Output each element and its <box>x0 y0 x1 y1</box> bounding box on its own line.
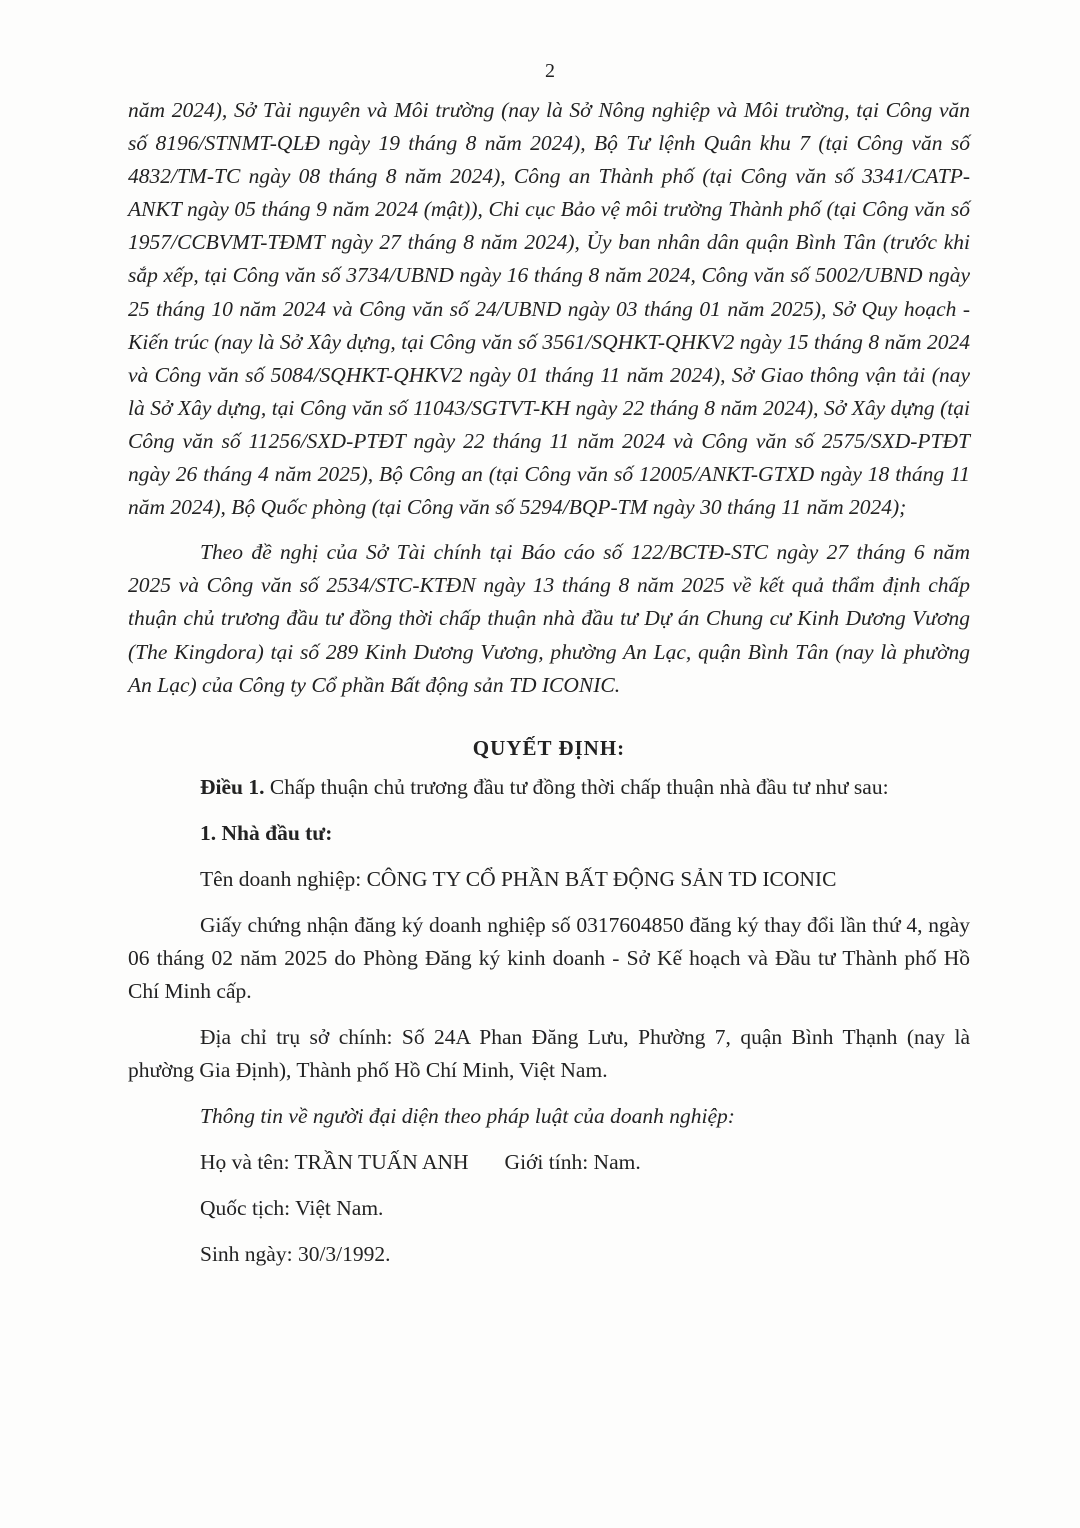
decision-heading: QUYẾT ĐỊNH: <box>472 735 626 760</box>
representative-nationality: Quốc tịch: Việt Nam. <box>200 1196 384 1221</box>
article-1-label: Điều 1. <box>200 774 265 799</box>
article-1-text: Chấp thuận chủ trương đầu tư đồng thời chấp thuận nhà đầu tư như sau: <box>264 774 889 799</box>
representative-date-of-birth: Sinh ngày: 30/3/1992. <box>200 1242 391 1267</box>
document-body <box>128 94 970 1271</box>
page-number: 2 <box>545 60 555 82</box>
head-office-address: Địa chỉ trụ sở chính: Số 24A Phan Đăng Lưu, Phường 7, quận Bình Thạnh (nay là phường Gia Định), Thành phố Hồ Chí Minh, Việt Nam. <box>128 1025 970 1083</box>
representative-name-row <box>128 1146 970 1179</box>
paragraph-agency-opinions: năm 2024), Sở Tài nguyên và Môi trường (nay là Sở Nông nghiệp và Môi trường, tại Công văn số 8196/STNMT-QLĐ ngày 19 tháng 8 năm 2024), Bộ Tư lệnh Quân khu 7 (tại Công văn số 4832/TM-TC ngày 08 tháng 8 năm 2024), Công an Thành phố (tại Công văn số 3341/CATP-ANKT ngày 05 tháng 9 năm 2024 (mật)), Chi cục Bảo vệ môi trường Thành phố (tại Công văn số 1957/CCBVMT-TĐMT ngày 27 tháng 8 năm 2024), Ủy ban nhân dân quận Bình Tân (trước khi sắp xếp, tại Công văn số 3734/UBND ngày 16 tháng 8 năm 2024, Công văn số 5002/UBND ngày 25 tháng 10 năm 2024 và Công văn số 24/UBND ngày 03 tháng 01 năm 2025), Sở Quy hoạch - Kiến trúc (nay là Sở Xây dựng, tại Công văn số 3561/SQHKT-QHKV2 ngày 15 tháng 8 năm 2024 và Công văn số 5084/SQHKT-QHKV2 ngày 01 tháng 11 năm 2024), Sở Giao thông vận tải (nay là Sở Xây dựng, tại Công văn số 11043/SGTVT-KH ngày 22 tháng 8 năm 2024), Sở Xây dựng (tại Công văn số 11256/SXD-PTĐT ngày 22 tháng 11 năm 2024 và Công văn số 2575/SXD-PTĐT ngày 26 tháng 4 năm 2025), Bộ Công an (tại Công văn số 12005/ANKT-GTXD ngày 18 tháng 11 năm 2024), Bộ Quốc phòng (tại Công văn số 5294/BQP-TM ngày 30 tháng 11 năm 2024); <box>128 98 970 520</box>
legal-representative-heading: Thông tin về người đại diện theo pháp luật của doanh nghiệp: <box>200 1104 735 1129</box>
registration-certificate: Giấy chứng nhận đăng ký doanh nghiệp số 0317604850 đăng ký thay đổi lần thứ 4, ngày 06 tháng 02 năm 2025 do Phòng Đăng ký kinh doanh - Sở Kế hoạch và Đầu tư Thành phố Hồ Chí Minh cấp. <box>128 912 970 1003</box>
company-name: Tên doanh nghiệp: CÔNG TY CỔ PHẦN BẤT ĐỘNG SẢN TD ICONIC <box>200 866 837 891</box>
section-investor-title: 1. Nhà đầu tư: <box>200 820 333 845</box>
representative-name: Họ và tên: TRẦN TUẤN ANH <box>200 1150 469 1175</box>
representative-gender: Giới tính: Nam. <box>504 1150 641 1175</box>
article-1 <box>128 771 970 804</box>
paragraph-proposal: Theo đề nghị của Sở Tài chính tại Báo cáo số 122/BCTĐ-STC ngày 27 tháng 6 năm 2025 và Công văn số 2534/STC-KTĐN ngày 13 tháng 8 năm 2025 về kết quả thẩm định chấp thuận chủ trương đầu tư đồng thời chấp thuận nhà đầu tư Dự án Chung cư Kinh Dương Vương (The Kingdora) tại số 289 Kinh Dương Vương, phường An Lạc, quận Bình Tân (nay là phường An Lạc) của Công ty Cổ phần Bất động sản TD ICONIC. <box>128 540 970 697</box>
